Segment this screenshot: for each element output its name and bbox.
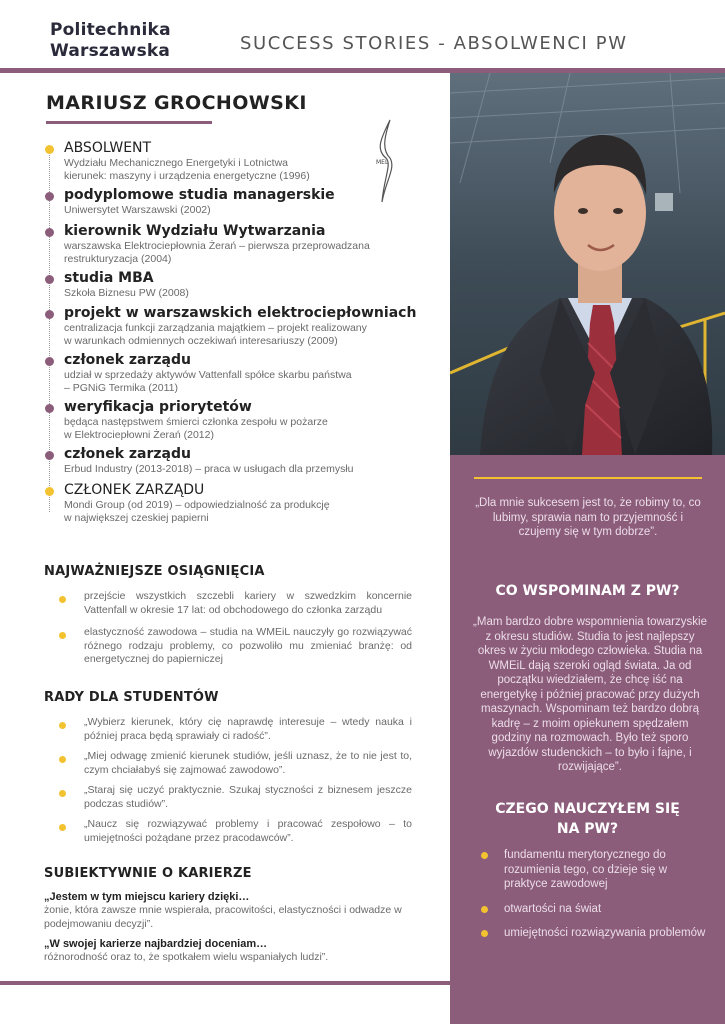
advice-item bbox=[56, 784, 412, 811]
timeline-dot bbox=[45, 192, 54, 201]
bullet-dot bbox=[481, 906, 488, 913]
bullet-dot bbox=[59, 722, 66, 729]
timeline-dot bbox=[45, 275, 54, 284]
achievement-text: przejście wszystkich szczebli kariery w szwedzkim koncernie Vattenfall w okresie 17 lat: od obchodowego do członka zarządu bbox=[84, 590, 412, 616]
advice-text: „Wybierz kierunek, który cię naprawdę interesuje – wtedy nauka i później praca będą sprawiały ci radość”. bbox=[84, 716, 412, 742]
timeline-item bbox=[38, 398, 438, 442]
footer-divider bbox=[0, 981, 450, 985]
learned-list bbox=[478, 848, 708, 951]
subjective-section bbox=[44, 890, 416, 971]
timeline-dot bbox=[45, 228, 54, 237]
timeline-dot bbox=[45, 357, 54, 366]
learned-item bbox=[478, 902, 708, 917]
learned-heading: CZEGO NAUCZYŁEM SIĘ NA PW? bbox=[495, 801, 680, 837]
bullet-dot bbox=[59, 632, 66, 639]
timeline-item bbox=[38, 304, 438, 348]
achievements-heading: NAJWAŻNIEJSZE OSIĄGNIĘCIA bbox=[44, 564, 265, 579]
timeline-desc: warszawska Elektrociepłownia Żerań – pierwsza przeprowadzana bbox=[64, 240, 370, 252]
timeline-title: CZŁONEK ZARZĄDU bbox=[64, 482, 205, 498]
achievements-list bbox=[56, 590, 412, 667]
advice-item bbox=[56, 750, 412, 777]
page-header-title: SUCCESS STORIES - ABSOLWENCI PW bbox=[240, 33, 628, 54]
learned-item bbox=[478, 848, 708, 892]
timeline-title: weryfikacja priorytetów bbox=[64, 399, 252, 415]
learned-item bbox=[478, 926, 708, 941]
advice-text: „Naucz się rozwiązywać problemy i pracować zespołowo – to umiejętności pożądane przez pracodawców”. bbox=[84, 818, 412, 844]
achievement-item bbox=[56, 626, 412, 667]
timeline-item bbox=[38, 351, 438, 395]
timeline-title: członek zarządu bbox=[64, 446, 191, 462]
timeline-dot bbox=[45, 487, 54, 496]
learned-text: otwartości na świat bbox=[504, 902, 602, 915]
subjective-question-2: „W swojej karierze najbardziej doceniam… bbox=[44, 938, 268, 950]
advice-text: „Staraj się uczyć praktycznie. Szukaj styczności z biznesem jeszcze podczas studiów”. bbox=[84, 784, 412, 810]
timeline-item bbox=[38, 186, 438, 217]
portrait-photo bbox=[450, 73, 725, 455]
timeline-item bbox=[38, 222, 438, 266]
bullet-dot bbox=[59, 824, 66, 831]
timeline-title: studia MBA bbox=[64, 270, 154, 286]
logo-line-1: Politechnika bbox=[50, 20, 171, 40]
subjective-heading: SUBIEKTYWNIE O KARIERZE bbox=[44, 866, 252, 881]
timeline-desc: – PGNiG Termika (2011) bbox=[64, 382, 178, 394]
bullet-dot bbox=[481, 852, 488, 859]
sidebar-accent-line bbox=[474, 477, 702, 479]
bullet-dot bbox=[59, 756, 66, 763]
timeline-dot bbox=[45, 310, 54, 319]
timeline-desc: centralizacja funkcji zarządzania majątkiem – projekt realizowany bbox=[64, 322, 367, 334]
logo-line-2: Warszawska bbox=[50, 41, 171, 61]
timeline-desc: będąca następstwem śmierci członka zespołu w pożarze bbox=[64, 416, 328, 428]
timeline-desc: Szkoła Biznesu PW (2008) bbox=[64, 287, 189, 299]
timeline-desc: Wydziału Mechanicznego Energetyki i Lotnictwa bbox=[64, 157, 289, 169]
portrait-illustration bbox=[450, 73, 725, 455]
advice-list bbox=[56, 716, 412, 845]
timeline-desc: restrukturyzacja (2004) bbox=[64, 253, 172, 265]
advice-item bbox=[56, 716, 412, 743]
bullet-dot bbox=[59, 596, 66, 603]
bullet-dot bbox=[481, 930, 488, 937]
timeline-desc: w największej czeskiej papierni bbox=[64, 512, 209, 524]
timeline-title: kierownik Wydziału Wytwarzania bbox=[64, 223, 326, 239]
timeline-item bbox=[38, 445, 438, 476]
timeline-desc: w Elektrociepłowni Żerań (2012) bbox=[64, 429, 214, 441]
sidebar-panel bbox=[450, 455, 725, 1024]
bullet-dot bbox=[59, 790, 66, 797]
timeline-item bbox=[38, 481, 438, 525]
achievement-text: elastyczność zawodowa – studia na WMEiL nauczyły go rozwiązywać różnego rodzaju problemy, co pozwoliło mu zmieniać branżę: od energetycznej do papierniczej bbox=[84, 626, 412, 665]
sidebar-quote: „Dla mnie sukcesem jest to, że robimy to, co lubimy, sprawia nam to przyjemność i czujemy się w tym dobrze”. bbox=[475, 497, 701, 538]
timeline-desc: kierunek: maszyny i urządzenia energetyczne (1996) bbox=[64, 170, 310, 182]
timeline-dot bbox=[45, 404, 54, 413]
subjective-answer-2: różnorodność oraz to, że spotkałem wielu wspaniałych ludzi”. bbox=[44, 951, 329, 963]
university-logo bbox=[50, 20, 171, 62]
advice-item bbox=[56, 818, 412, 845]
subjective-answer-1: żonie, która zawsze mnie wspierała, pracowitości, elastyczności i odwadze w podejmowaniu decyzji”. bbox=[44, 904, 402, 930]
mel-logo-text: MEL bbox=[376, 159, 389, 166]
learned-text: umiejętności rozwiązywania problemów bbox=[504, 927, 706, 939]
memories-text: „Mam bardzo dobre wspomnienia towarzyskie z okresu studiów. Studia to jest najlepszy okres w życiu młodego człowieka. Studia na WMEiL dają szeroki ogląd świata. Ja od początku wiedziałem, że chcę iść na energetykę i później pracować przy dużych maszynach. Wspominam też bardzo dobrą kadrę – z moim opiekunem spędzałem godziny na rozmowach. Było też sporo wyjazdów studenckich – to było i fajne, i rozwijające”. bbox=[473, 616, 707, 773]
career-timeline bbox=[38, 139, 438, 525]
timeline-dot bbox=[45, 451, 54, 460]
memories-heading: CO WSPOMINAM Z PW? bbox=[495, 583, 680, 599]
advice-text: „Miej odwagę zmienić kierunek studiów, jeśli uznasz, że to nie jest to, czym chciałabyś się zajmować zawodowo”. bbox=[84, 750, 412, 776]
advice-heading: RADY DLA STUDENTÓW bbox=[44, 690, 219, 705]
timeline-title: ABSOLWENT bbox=[64, 140, 152, 156]
subjective-question-1: „Jestem w tym miejscu kariery dzięki… bbox=[44, 891, 250, 903]
learned-text: fundamentu merytorycznego do rozumienia tego, co dzieje się w praktyce zawodowej bbox=[504, 849, 667, 890]
timeline-dot bbox=[45, 145, 54, 154]
timeline-desc: w warunkach odmiennych oczekiwań interesariuszy (2009) bbox=[64, 335, 338, 347]
person-name: MARIUSZ GROCHOWSKI bbox=[46, 92, 307, 114]
timeline-desc: Mondi Group (od 2019) – odpowiedzialność za produkcję bbox=[64, 499, 330, 511]
timeline-item bbox=[38, 269, 438, 300]
timeline-title: podyplomowe studia managerskie bbox=[64, 187, 335, 203]
timeline-title: projekt w warszawskich elektrociepłowniach bbox=[64, 305, 417, 321]
timeline-title: członek zarządu bbox=[64, 352, 191, 368]
timeline-item bbox=[38, 139, 438, 183]
name-underline bbox=[46, 121, 212, 124]
timeline-desc: Uniwersytet Warszawski (2002) bbox=[64, 204, 211, 216]
timeline-desc: udział w sprzedaży aktywów Vattenfall spółce skarbu państwa bbox=[64, 369, 352, 381]
achievement-item bbox=[56, 590, 412, 617]
timeline-desc: Erbud Industry (2013-2018) – praca w usługach dla przemysłu bbox=[64, 463, 354, 475]
